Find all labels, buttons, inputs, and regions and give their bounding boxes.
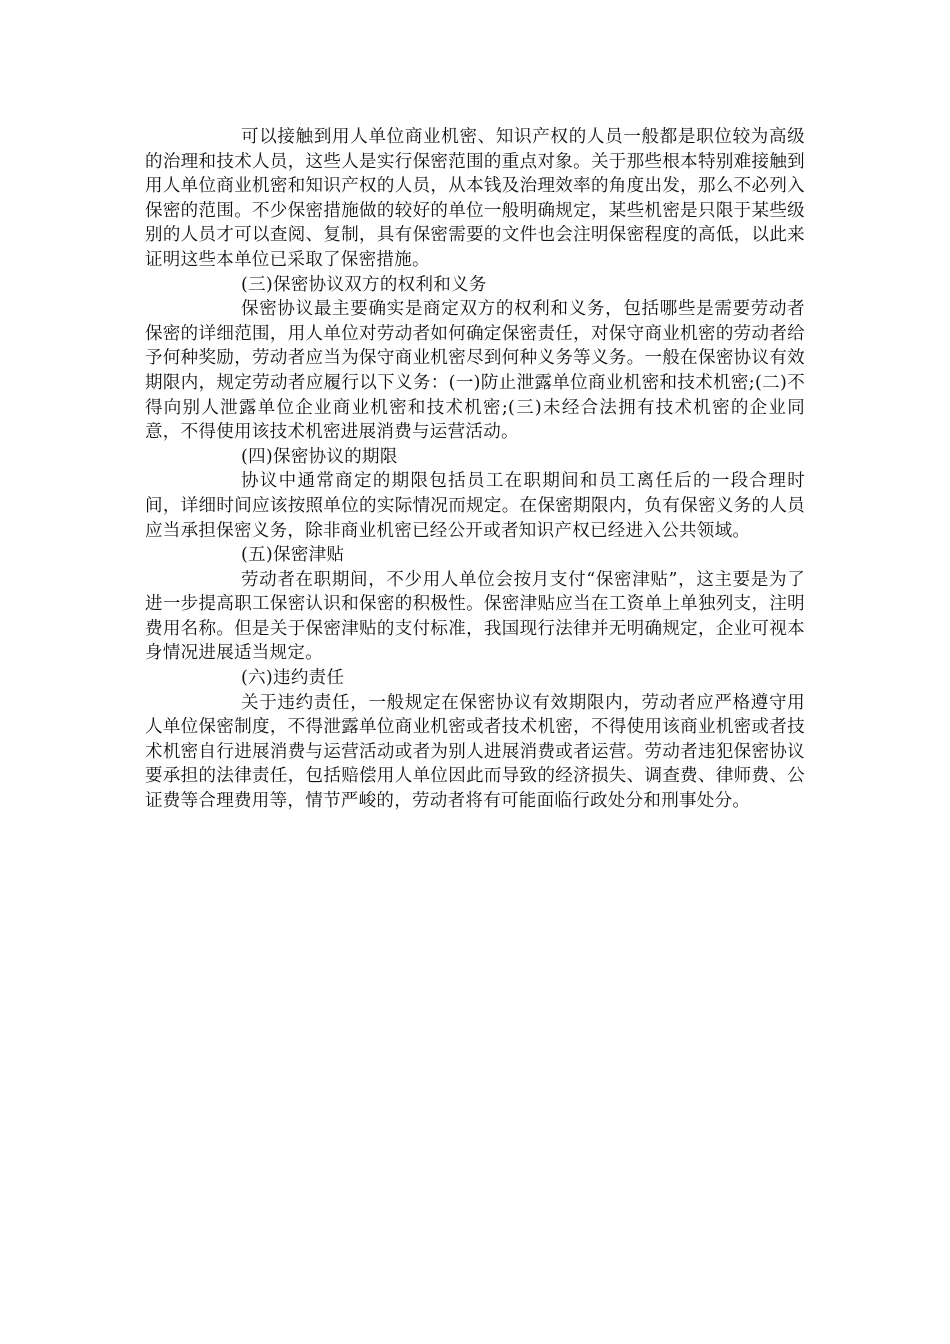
heading-agreement-term: (四)保密协议的期限 [241, 446, 398, 467]
paragraph-breach-liability: 关于违约责任，一般规定在保密协议有效期限内，劳动者应严格遵守用人单位保密制度，不得泄露单位商业机密或者技术机密，不得使用该商业机密或者技术机密自行进展消费与运营活动或者为别人进展消费或者运营。劳动者违犯保密协议要承担的法律责任，包括赔偿用人单位因此而导致的经济损失、调查费、律师费、公证费等合理费用等，情节严峻的，劳动者将有可能面临行政处分和刑事处分。 [145, 692, 805, 812]
paragraph-confidential-personnel: 可以接触到用人单位商业机密、知识产权的人员一般都是职位较为高级的治理和技术人员，这些人是实行保密范围的重点对象。关于那些根本特别难接触到用人单位商业机密和知识产权的人员，从本钱及治理效率的角度出发，那么不必列入保密的范围。不少保密措施做的较好的单位一般明确规定，某些机密是只限于某些级别的人员才可以查阅、复制，具有保密需要的文件也会注明保密程度的高低，以此来证明这些本单位已采取了保密措施。 [145, 127, 805, 270]
heading-rights-obligations: (三)保密协议双方的权利和义务 [241, 274, 487, 295]
paragraph-rights-obligations: 保密协议最主要确实是商定双方的权利和义务，包括哪些是需要劳动者保密的详细范围，用人单位对劳动者如何确定保密责任，对保守商业机密的劳动者给予何种奖励，劳动者应当为保守商业机密尽到何种义务等义务。一般在保密协议有效期限内，规定劳动者应履行以下义务：(一)防止泄露单位商业机密和技术机密;(二)不得向别人泄露单位企业商业机密和技术机密;(三)未经合法拥有技术机密的企业同意，不得使用该技术机密进展消费与运营活动。 [145, 299, 805, 443]
heading-confidentiality-allowance: (五)保密津贴 [241, 545, 345, 566]
heading-breach-liability: (六)违约责任 [241, 668, 345, 689]
paragraph-confidentiality-allowance: 劳动者在职期间，不少用人单位会按月支付“保密津贴”，这主要是为了进一步提高职工保密认识和保密的积极性。保密津贴应当在工资单上单独列支，注明费用名称。但是关于保密津贴的支付标准，我国现行法律并无明确规定，企业可视本身情况进展适当规定。 [145, 569, 805, 664]
document-body [145, 125, 805, 814]
paragraph-agreement-term: 协议中通常商定的期限包括员工在职期间和员工离任后的一段合理时间，详细时间应该按照单位的实际情况而规定。在保密期限内，负有保密义务的人员应当承担保密义务，除非商业机密已经公开或者知识产权已经进入公共领域。 [145, 471, 805, 541]
